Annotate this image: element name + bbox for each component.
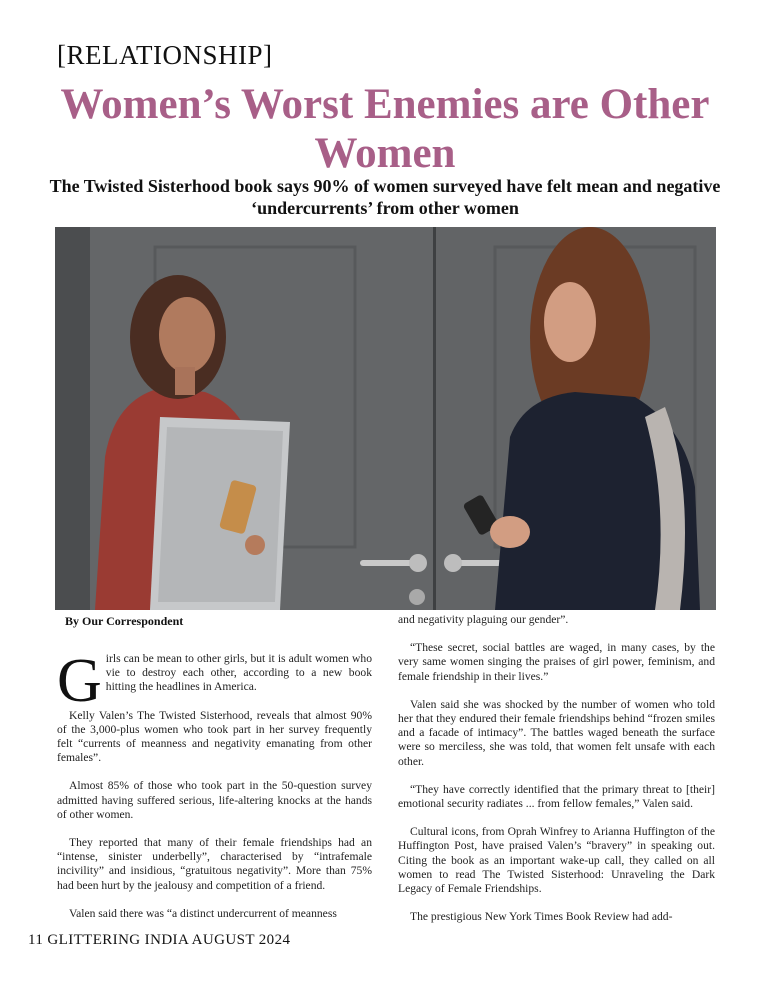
drop-cap: G bbox=[57, 647, 102, 715]
article-column-right bbox=[398, 613, 715, 938]
paragraph: Cultural icons, from Oprah Winfrey to Arianna Huffington of the Huffington Post, have praised Valen’s “bravery” in speaking out. Citing the book as an important wake-up call, they called on all women to read The Twisted Sisterhood: Unraveling the Dark Legacy of Female Friendships. bbox=[398, 825, 715, 896]
paragraph: Girls can be mean to other girls, but it is adult women who vie to destroy each other, according to a new book hitting the headlines in America. bbox=[57, 647, 372, 715]
paragraph: They reported that many of their female friendships had an “intense, sinister underbelly”, characterised by “intrafemale incivility” and insidious, “gratuitous negativity”. More than 75% had been hurt by the jealousy and competition of a friend. bbox=[57, 836, 372, 892]
subheadline: The Twisted Sisterhood book says 90% of women surveyed have felt mean and negative ‘undercurrents’ from other women bbox=[49, 176, 721, 218]
paragraph: Almost 85% of those who took part in the 50-question survey admitted having suffered serious, life-altering knocks at the hands of other women. bbox=[57, 779, 372, 821]
article-column-left bbox=[57, 647, 372, 935]
section-label: [RELATIONSHIP] bbox=[57, 40, 273, 70]
article-photo bbox=[55, 227, 716, 610]
paragraph: “These secret, social battles are waged, in many cases, by the very same women singing the praises of girl power, feminism, and female friendship in their lives.” bbox=[398, 641, 715, 683]
paragraph: Kelly Valen’s The Twisted Sisterhood, reveals that almost 90% of the 3,000-plus women who took part in her survey frequently felt “currents of meanness and negativity emanating from other females”. bbox=[57, 708, 372, 765]
paragraph: Valen said there was “a distinct undercurrent of meanness bbox=[69, 906, 337, 920]
headline: Women’s Worst Enemies are Other Women bbox=[60, 81, 710, 177]
paragraph: and negativity plaguing our gender”. bbox=[398, 613, 569, 626]
paragraph: “They have correctly identified that the primary threat to [their] emotional security radiates ... from fellow females,” Valen said. bbox=[398, 782, 715, 811]
paragraph: The prestigious New York Times Book Review had add- bbox=[410, 910, 673, 924]
paragraph: Valen said she was shocked by the number of women who told her that they endured their female friendships behind “frozen smiles and a facade of intimacy”. The battles waged beneath the surface were so merciless, she was told, that women felt unsafe with each other. bbox=[398, 697, 715, 768]
byline: By Our Correspondent bbox=[65, 614, 184, 628]
page-footer: 11 GLITTERING INDIA AUGUST 2024 bbox=[28, 932, 291, 948]
